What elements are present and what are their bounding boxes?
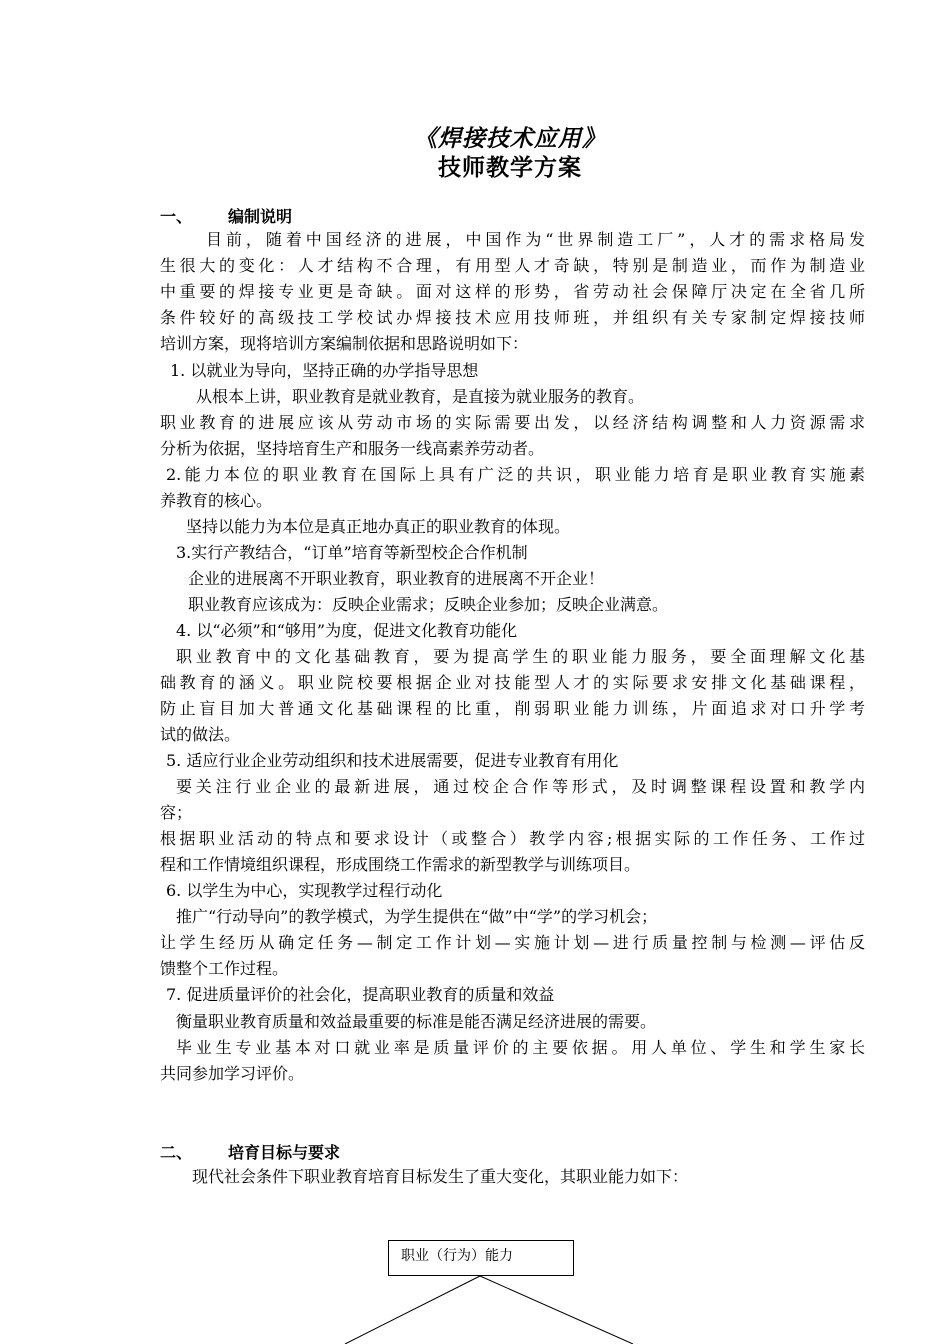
paragraph-line: 6. 以学生为中心，实现教学过程行动化	[166, 881, 443, 900]
paragraph-line: 培训方案，现将培训方案编制依据和思路说明如下：	[160, 334, 529, 353]
paragraph-line: 条件较好的高级技工学校试办焊接技术应用技师班，并组织有关专家制定焊接技师	[160, 308, 865, 327]
paragraph-line: 职业教育应该成为：反映企业需求；反映企业参加；反映企业满意。	[188, 595, 669, 614]
paragraph-line: 衡量职业教育质量和效益最重要的标准是能否满足经济进展的需要。	[176, 1012, 657, 1031]
paragraph-line: 目前，随着中国经济的进展，中国作为“世界制造工厂”，人才的需求格局发	[206, 230, 865, 249]
paragraph-line: 根据职业活动的特点和要求设计（或整合）教学内容;根据实际的工作任务、工作过	[160, 829, 865, 848]
paragraph-line: 馈整个工作过程。	[160, 959, 289, 978]
paragraph-line: 生很大的变化：人才结构不合理，有用型人才奇缺，特别是制造业，而作为制造业	[160, 256, 865, 275]
paragraph-line: 现代社会条件下职业教育培育目标发生了重大变化，其职业能力如下：	[192, 1167, 689, 1186]
section-title: 编制说明	[228, 207, 293, 226]
paragraph-line: 2.能力本位的职业教育在国际上具有广泛的共识，职业能力培育是职业教育实施素	[166, 465, 865, 484]
paragraph-line: 要关注行业企业的最新进展，通过校企合作等形式，及时调整课程设置和教学内	[176, 777, 865, 796]
connector-line	[480, 1276, 633, 1344]
paragraph-line: 防止盲目加大普通文化基础课程的比重，削弱职业能力训练，片面追求对口升学考	[160, 699, 865, 718]
paragraph-line: 分析为依据，坚持培育生产和服务一线高素养劳动者。	[160, 439, 545, 458]
paragraph-line: 推广“行动导向”的教学模式，为学生提供在“做”中“学”的学习机会；	[176, 907, 658, 926]
paragraph-line: 从根本上讲，职业教育是就业教育，是直接为就业服务的教育。	[196, 387, 645, 406]
paragraph-line: 职业教育中的文化基础教育，要为提高学生的职业能力服务，要全面理解文化基	[176, 647, 865, 666]
paragraph-line: 4. 以“必须”和“够用”为度，促进文化教育功能化	[176, 621, 518, 640]
document-subtitle: 技师教学方案	[438, 155, 582, 181]
paragraph-line: 3.实行产教结合，“订单”培育等新型校企合作机制	[176, 543, 528, 562]
paragraph-line: 程和工作情境组织课程，形成围绕工作需求的新型教学与训练项目。	[160, 855, 641, 874]
paragraph-line: 容；	[160, 803, 193, 822]
paragraph-line: 7. 促进质量评价的社会化，提高职业教育的质量和效益	[166, 985, 555, 1004]
paragraph-line: 让学生经历从确定任务—制定工作计划—实施计划—进行质量控制与检测—评估反	[160, 933, 865, 952]
connector-line	[345, 1276, 480, 1344]
paragraph-line: 1. 以就业为导向，坚持正确的办学指导思想	[170, 361, 479, 380]
paragraph-line: 坚持以能力为本位是真正地办真正的职业教育的体现。	[186, 517, 571, 536]
paragraph-line: 毕业生专业基本对口就业率是质量评价的主要依据。用人单位、学生和学生家长	[176, 1038, 865, 1057]
document-title: 《焊接技术应用》	[414, 126, 606, 152]
paragraph-line: 试的做法。	[160, 725, 241, 744]
paragraph-line: 中重要的焊接专业更是奇缺。面对这样的形势，省劳动社会保障厅决定在全省几所	[160, 282, 865, 301]
paragraph-line: 职业教育的进展应该从劳动市场的实际需要出发，以经济结构调整和人力资源需求	[160, 413, 865, 432]
section-title: 培育目标与要求	[228, 1143, 341, 1162]
paragraph-line: 养教育的核心。	[160, 491, 273, 510]
paragraph-line: 础教育的涵义。职业院校要根据企业对技能型人才的实际要求安排文化基础课程，	[160, 673, 865, 692]
paragraph-line: 共同参加学习评价。	[160, 1064, 305, 1083]
section-number: 一、	[160, 207, 193, 226]
diagram-box: 职业（行为）能力	[388, 1240, 574, 1276]
paragraph-line: 企业的进展离不开职业教育，职业教育的进展离不开企业！	[188, 569, 605, 588]
section-number: 二、	[160, 1143, 193, 1162]
paragraph-line: 5. 适应行业企业劳动组织和技术进展需要，促进专业教育有用化	[166, 751, 619, 770]
